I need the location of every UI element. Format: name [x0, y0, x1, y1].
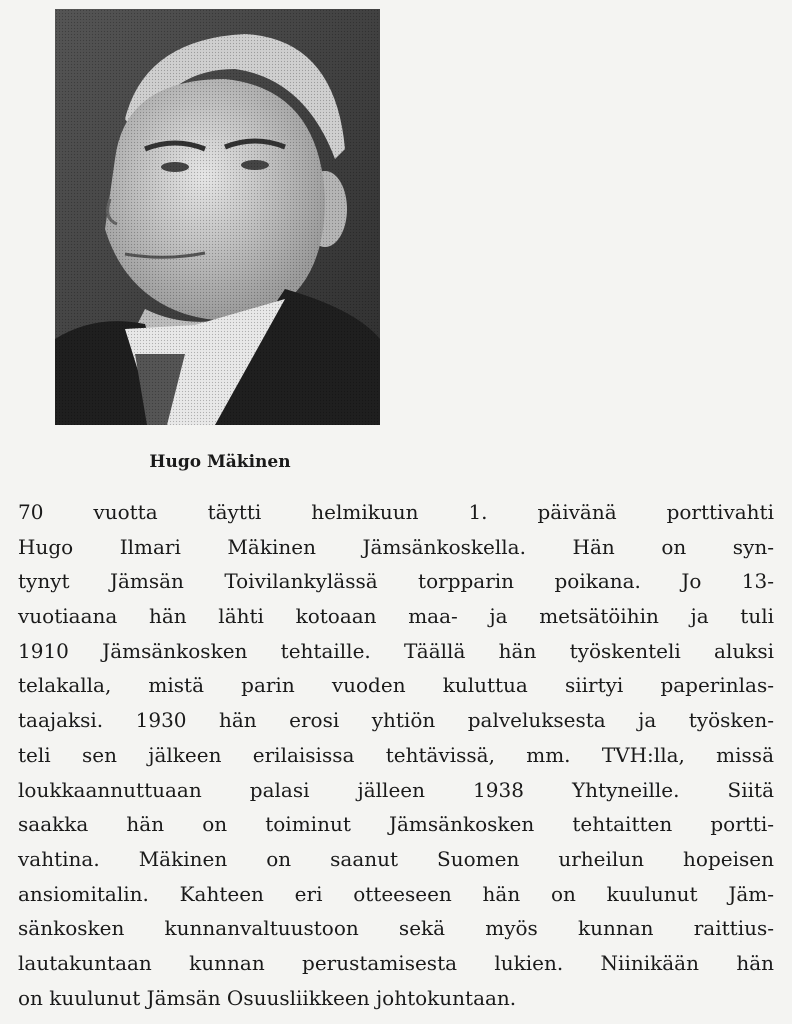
paragraph-line: lautakuntaan kunnan perustamisesta lukien. Niinikään hän — [18, 950, 774, 975]
paragraph-line: 1910 Jämsänkosken tehtaille. Täällä hän työskenteli aluksi — [18, 638, 774, 663]
paragraph-line: Hugo Ilmari Mäkinen Jämsänkoskella. Hän on syn- — [18, 534, 774, 559]
paragraph-line: tynyt Jämsän Toivilankylässä torpparin poikana. Jo 13- — [18, 569, 774, 594]
paragraph-line: loukkaannuttuaan palasi jälleen 1938 Yhtyneille. Siitä — [18, 777, 774, 802]
portrait-illustration — [55, 9, 380, 425]
paragraph-line: ansiomitalin. Kahteen eri otteeseen hän on kuulunut Jäm- — [18, 881, 774, 906]
paragraph-line: sänkosken kunnanvaltuustoon sekä myös kunnan raittius- — [18, 916, 774, 941]
paragraph-line: telakalla, mistä parin vuoden kuluttua siirtyi paperinlas- — [18, 673, 774, 698]
paragraph-line: 70 vuotta täytti helmikuun 1. päivänä porttivahti — [18, 500, 774, 524]
paragraph-line: taajaksi. 1930 hän erosi yhtiön palveluksesta ja työsken- — [18, 708, 774, 733]
paragraph-line: saakka hän on toiminut Jämsänkosken tehtaitten portti- — [18, 812, 774, 837]
paragraph-line: vuotiaana hän lähti kotoaan maa- ja metsätöihin ja tuli — [18, 604, 774, 629]
portrait-photo — [55, 9, 380, 425]
paragraph-line: teli sen jälkeen erilaisissa tehtävissä, mm. TVH:lla, missä — [18, 742, 774, 767]
article-paragraph — [18, 495, 774, 1015]
paragraph-line: vahtina. Mäkinen on saanut Suomen urheilun hopeisen — [18, 846, 774, 871]
photo-caption: Hugo Mäkinen — [149, 452, 291, 472]
paragraph-line: on kuulunut Jämsän Osuusliikkeen johtokuntaan. — [18, 985, 517, 1010]
